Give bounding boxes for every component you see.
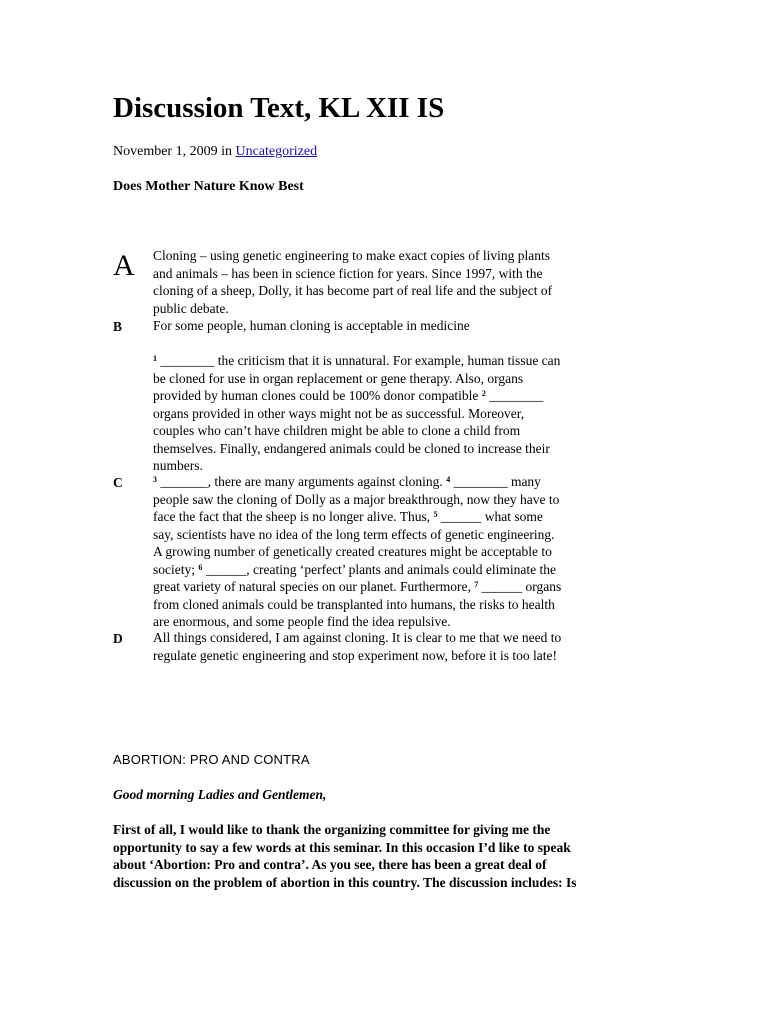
text-line: First of all, I would like to thank the organizing committee for giving me the xyxy=(113,822,551,837)
text-line: couples who can’t have children might be able to clone a child from xyxy=(153,423,521,438)
blank-number: 2 xyxy=(481,389,486,398)
post-date: November 1, 2009 xyxy=(113,144,218,159)
post-title: Discussion Text, KL XII IS xyxy=(113,92,445,124)
category-link[interactable]: Uncategorized xyxy=(235,144,318,159)
text-segment: society; xyxy=(153,561,199,577)
text-segment: ______ organs xyxy=(478,579,562,594)
text-line: and animals – has been in science fiction for years. Since 1997, with the xyxy=(153,265,543,281)
section-letter-c: C xyxy=(113,475,123,490)
section-letter-d: D xyxy=(113,631,123,646)
section-a-paragraph xyxy=(153,247,623,317)
text-segment: say, scientists have no idea of the long term effects of genetic engineering. xyxy=(153,526,555,542)
blank-number: 6 xyxy=(198,562,203,572)
text-line: discussion on the problem of abortion in this country. The discussion includes: Is xyxy=(113,874,577,890)
text-line: ________ the criticism that it is unnatural. For example, human tissue can xyxy=(157,353,561,368)
section-letter-a: A xyxy=(113,249,135,282)
post-in-word: in xyxy=(221,144,232,159)
text-line: cloning of a sheep, Dolly, it has become part of real life and the subject of xyxy=(153,283,553,298)
text-segment: people saw the cloning of Dolly as a major breakthrough, now they have to xyxy=(153,491,560,507)
text-line: public debate. xyxy=(153,300,229,316)
speech-paragraph xyxy=(113,821,633,891)
section-d-paragraph xyxy=(153,629,623,664)
blank-number: 1 xyxy=(153,354,157,363)
text-segment: ______ what some xyxy=(437,509,543,524)
blank-number: 4 xyxy=(446,475,451,484)
text-segment: are enormous, and some people find the idea repulsive. xyxy=(153,614,451,629)
text-line: be cloned for use in organ replacement or gene therapy. Also, organs xyxy=(153,370,524,386)
text-segment: _______, there are many arguments against cloning. xyxy=(157,474,447,489)
text-segment: ______, creating ‘perfect’ plants and animals could eliminate the xyxy=(202,561,556,577)
text-line: organs provided in other ways might not be as successful. Moreover, xyxy=(153,405,525,421)
text-line: For some people, human cloning is acceptable in medicine xyxy=(153,318,470,333)
text-segment: ________ many xyxy=(450,474,541,489)
text-line: opportunity to say a few words at this seminar. In this occasion I’d like to speak xyxy=(113,839,571,855)
section-b-first-line xyxy=(153,317,623,335)
text-line: ________ xyxy=(485,388,544,403)
text-line: about ‘Abortion: Pro and contra’. As you see, there has been a great deal of xyxy=(113,857,547,872)
text-segment: from cloned animals could be transplanted into humans, the risks to health xyxy=(153,596,555,612)
abortion-heading: ABORTION: PRO AND CONTRA xyxy=(113,752,310,767)
blank-number: 5 xyxy=(433,510,438,519)
text-segment: face the fact that the sheep is no longer alive. Thus, xyxy=(153,509,434,524)
blank-number: 3 xyxy=(153,475,157,484)
speech-greeting: Good morning Ladies and Gentlemen, xyxy=(113,787,327,802)
text-segment: A growing number of genetically created creatures might be acceptable to xyxy=(153,544,552,559)
text-line: numbers. xyxy=(153,458,203,473)
text-line: Cloning – using genetic engineering to make exact copies of living plants xyxy=(153,248,551,263)
blank-number: 7 xyxy=(474,580,479,589)
section-c-paragraph xyxy=(153,473,623,631)
post-meta xyxy=(113,143,317,161)
text-line: regulate genetic engineering and stop experiment now, before it is too late! xyxy=(153,647,557,663)
article-subtitle: Does Mother Nature Know Best xyxy=(113,179,304,194)
text-line: provided by human clones could be 100% donor compatible xyxy=(153,388,482,403)
section-b-paragraph xyxy=(153,352,623,475)
text-line: themselves. Finally, endangered animals could be cloned to increase their xyxy=(153,440,550,456)
section-letter-b: B xyxy=(113,319,123,334)
text-line: All things considered, I am against cloning. It is clear to me that we need to xyxy=(153,630,562,645)
text-segment: great variety of natural species on our planet. Furthermore, xyxy=(153,579,475,594)
